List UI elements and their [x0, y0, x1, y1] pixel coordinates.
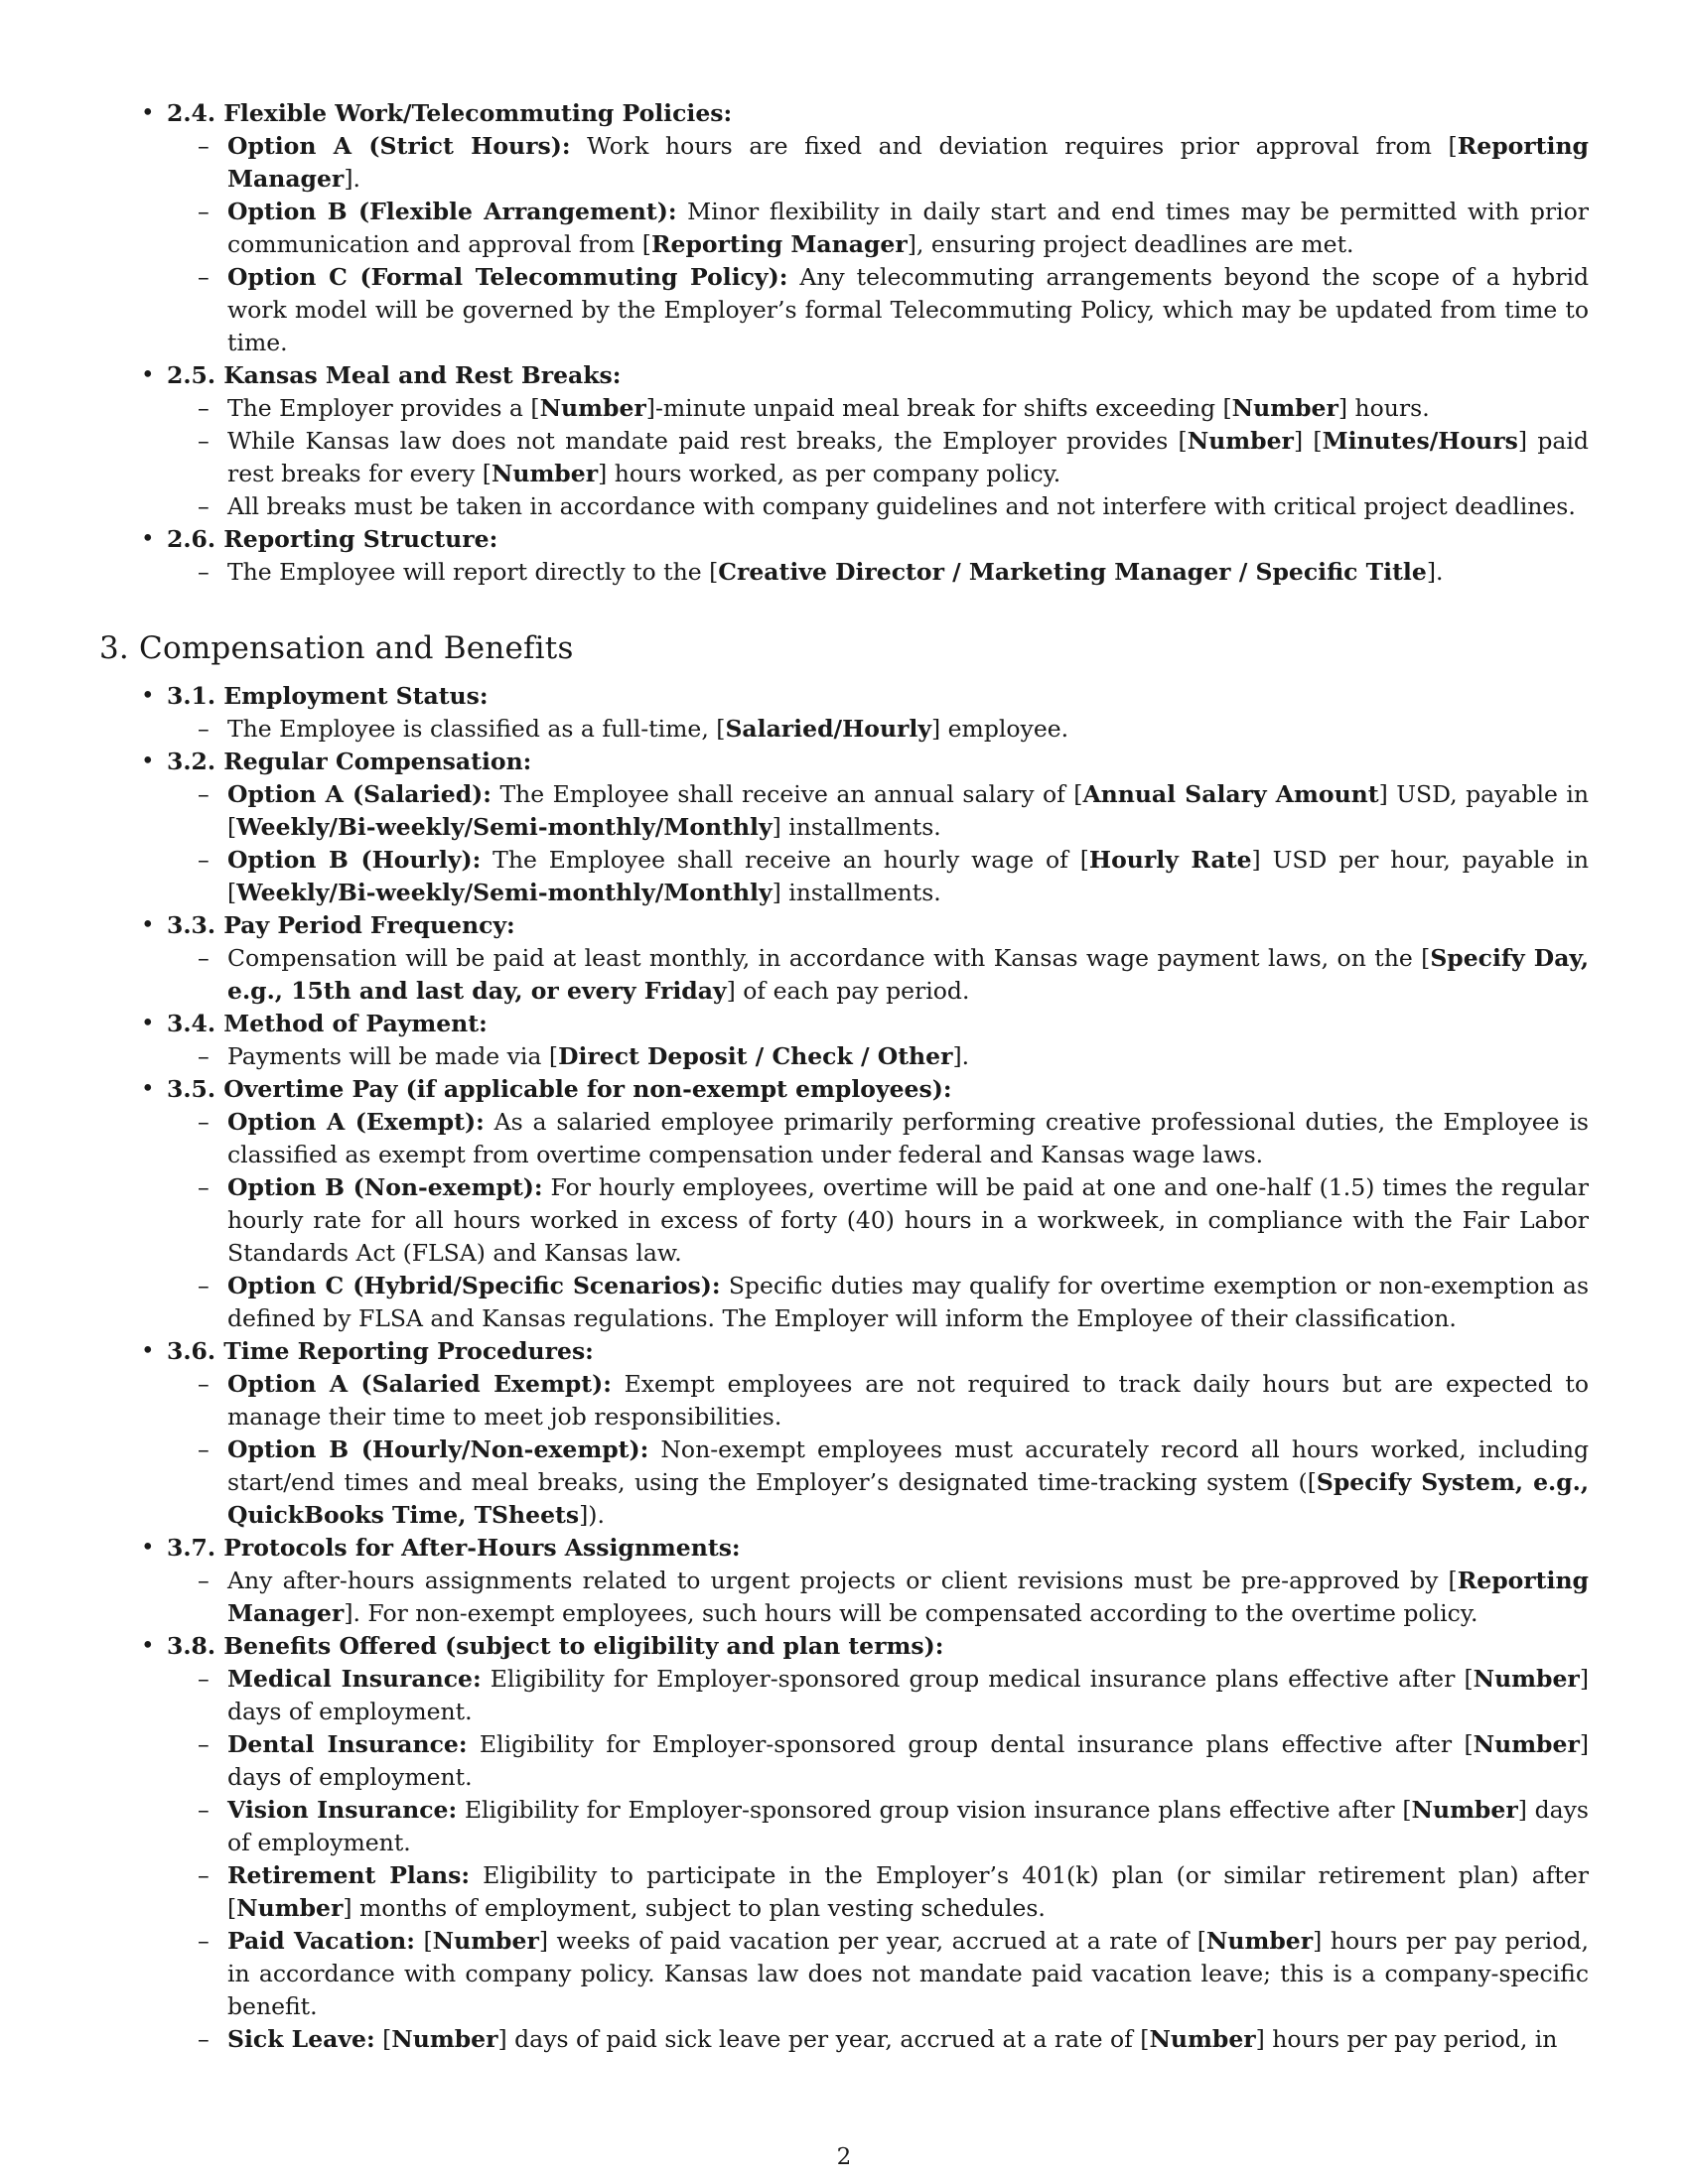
bullet-icon: •: [141, 1338, 155, 1364]
text-run: ] days of paid sick leave per year, accrued at a rate of [: [497, 2025, 1150, 2053]
dash-icon: –: [198, 1796, 210, 1824]
text-run: ] [: [1293, 427, 1323, 455]
text-run: Eligibility for Employer-sponsored group dental insurance plans effective after [: [467, 1730, 1474, 1758]
text-run: The Employee shall receive an hourly wage of [: [481, 846, 1089, 874]
bold-text: Direct Deposit / Check / Other: [558, 1042, 953, 1070]
text-run: Any telecommuting arrangements beyond the scope of a hybrid work model will be governed by the Employer’s formal Telecommuting Policy, which may be updated from time to time.: [227, 263, 1589, 356]
text-run: Compensation will be paid at least monthly, in accordance with Kansas wage payment laws, on the [: [227, 944, 1431, 972]
dash-icon: –: [198, 427, 210, 455]
sub-clause: [167, 1794, 1589, 1859]
clause-heading: 3.3. Pay Period Frequency:: [167, 911, 515, 939]
sub-clause: [167, 196, 1589, 261]
sub-clause-list: [167, 1663, 1589, 2056]
text-run: Non-exempt employees must accurately record all hours worked, including start/end times and meal breaks, using the Employer’s designated time-tracking system ([: [227, 1435, 1589, 1496]
sub-clause: [167, 1270, 1589, 1335]
dash-icon: –: [198, 2025, 210, 2053]
text-run: [: [414, 1927, 433, 1955]
dash-icon: –: [198, 846, 210, 874]
sub-clause: [167, 556, 1589, 589]
sub-clause: [167, 392, 1589, 425]
bold-text: Specify System, e.g., QuickBooks Time, TSheets: [227, 1468, 1589, 1529]
text-run: ] hours.: [1337, 394, 1430, 422]
text-run: ] days of employment.: [227, 1730, 1589, 1791]
text-run: Specific duties may qualify for overtime exemption or non-exemption as defined by FLSA and Kansas regulations. The Employer will inform the Employee of their classification.: [227, 1272, 1590, 1332]
sub-clause: [167, 942, 1589, 1008]
clause-heading: 3.5. Overtime Pay (if applicable for non-exempt employees):: [167, 1075, 952, 1103]
bold-text: Minutes/Hours: [1322, 427, 1518, 455]
text-run: Eligibility for Employer-sponsored group vision insurance plans effective after [: [457, 1796, 1412, 1824]
text-run: Eligibility for Employer-sponsored group medical insurance plans effective after [: [481, 1665, 1474, 1693]
bold-text: Number: [1187, 427, 1294, 455]
clause-heading: 2.6. Reporting Structure:: [167, 525, 498, 553]
clause-heading: 3.4. Method of Payment:: [167, 1010, 488, 1037]
dash-icon: –: [198, 1567, 210, 1594]
bold-text: Medical Insurance:: [227, 1665, 482, 1693]
dash-icon: –: [198, 558, 210, 586]
bold-text: Option C (Hybrid/Specific Scenarios):: [227, 1272, 721, 1299]
bold-text: Hourly Rate: [1088, 846, 1252, 874]
dash-icon: –: [198, 198, 210, 225]
section-3-heading: 3. Compensation and Benefits: [99, 630, 574, 666]
bullet-icon: •: [141, 1535, 155, 1561]
bold-text: Reporting Manager: [650, 230, 908, 258]
clause-item: [99, 1335, 1589, 1532]
bold-text: Option B (Hourly):: [227, 846, 482, 874]
bullet-icon: •: [141, 1011, 155, 1036]
clause-heading: 3.6. Time Reporting Procedures:: [167, 1337, 594, 1365]
sub-clause-list: [167, 1368, 1589, 1532]
bold-text: Number: [432, 1927, 539, 1955]
sub-clause-list: [167, 1565, 1589, 1630]
text-run: As a salaried employee primarily performing creative professional duties, the Employee is classified as exempt from overtime compensation under federal and Kansas wage laws.: [227, 1108, 1589, 1168]
bold-text: Number: [1205, 1927, 1314, 1955]
sub-clause-list: [167, 1106, 1589, 1335]
bold-text: Specify Day, e.g., 15th and last day, or every Friday: [227, 944, 1590, 1005]
bold-text: Reporting Manager: [227, 1567, 1589, 1627]
text-run: Minor flexibility in daily start and end times may be permitted with prior communication and approval from [: [227, 198, 1589, 258]
clause-heading: 2.5. Kansas Meal and Rest Breaks:: [167, 361, 622, 389]
sub-clause: [167, 844, 1589, 909]
text-run: ] installments.: [772, 879, 941, 906]
text-run: ] hours worked, as per company policy.: [598, 460, 1061, 487]
text-run: ] days of employment.: [227, 1796, 1589, 1856]
clause-heading: 3.2. Regular Compensation:: [167, 748, 532, 775]
clause-item: [99, 1630, 1589, 2056]
text-run: ] months of employment, subject to plan vesting schedules.: [343, 1894, 1046, 1922]
text-run: ].: [952, 1042, 970, 1070]
bold-text: Number: [539, 394, 646, 422]
bold-text: Option A (Salaried):: [227, 780, 492, 808]
clause-item: [99, 1532, 1589, 1630]
sub-clause: [167, 130, 1589, 196]
text-run: ] hours per pay period, in: [1255, 2025, 1558, 2053]
clause-heading: 3.8. Benefits Offered (subject to eligibility and plan terms):: [167, 1632, 944, 1660]
clause-item: [99, 523, 1589, 589]
page-content: [99, 97, 1589, 2056]
dash-icon: –: [198, 394, 210, 422]
bold-text: Option A (Salaried Exempt):: [227, 1370, 612, 1398]
bold-text: Option B (Non-exempt):: [227, 1173, 543, 1201]
sub-clause-list: [167, 130, 1589, 359]
sub-clause-list: [167, 942, 1589, 1008]
sub-clause: [167, 1859, 1589, 1925]
clause-item: [99, 1073, 1589, 1335]
bold-text: Option A (Exempt):: [227, 1108, 485, 1136]
text-run: The Employee shall receive an annual salary of [: [491, 780, 1083, 808]
clause-item: [99, 359, 1589, 523]
sub-clause: [167, 778, 1589, 844]
section-3-list: [99, 680, 1589, 2056]
text-run: ] weeks of paid vacation per year, accrued at a rate of [: [538, 1927, 1206, 1955]
text-run: Eligibility to participate in the Employer’s 401(k) plan (or similar retirement plan) after [: [227, 1861, 1590, 1922]
bullet-icon: •: [141, 683, 155, 709]
sub-clause: [167, 261, 1589, 359]
clause-item: [99, 909, 1589, 1008]
sub-clause: [167, 1433, 1589, 1532]
bold-text: Paid Vacation:: [227, 1927, 415, 1955]
bold-text: Option B (Flexible Arrangement):: [227, 198, 677, 225]
text-run: Payments will be made via [: [227, 1042, 559, 1070]
sub-clause-list: [167, 713, 1589, 746]
sub-clause: [167, 1925, 1589, 2023]
dash-icon: –: [198, 1173, 210, 1201]
bold-text: Vision Insurance:: [227, 1796, 458, 1824]
bold-text: Number: [1473, 1730, 1580, 1758]
dash-icon: –: [198, 1665, 210, 1693]
sub-clause-list: [167, 778, 1589, 909]
bold-text: Number: [236, 1894, 344, 1922]
bold-text: Annual Salary Amount: [1082, 780, 1379, 808]
bullet-icon: •: [141, 912, 155, 938]
bullet-icon: •: [141, 362, 155, 388]
bold-text: Number: [391, 2025, 498, 2053]
text-run: The Employee is classified as a full-time, [: [227, 715, 726, 743]
text-run: The Employee will report directly to the [: [227, 558, 719, 586]
text-run: Any after-hours assignments related to urgent projects or client revisions must be pre-approved by [: [227, 1567, 1458, 1594]
text-run: Exempt employees are not required to track daily hours but are expected to manage their time to meet job responsibilities.: [227, 1370, 1589, 1431]
dash-icon: –: [198, 1370, 210, 1398]
text-run: ]-minute unpaid meal break for shifts exceeding [: [645, 394, 1232, 422]
bullet-icon: •: [141, 526, 155, 552]
bold-text: Weekly/Bi-weekly/Semi-monthly/Monthly: [236, 879, 773, 906]
bullet-icon: •: [141, 1633, 155, 1659]
text-run: ] days of employment.: [227, 1665, 1589, 1725]
bold-text: Creative Director / Marketing Manager / Specific Title: [718, 558, 1427, 586]
bullet-icon: •: [141, 1076, 155, 1102]
clause-item: [99, 746, 1589, 909]
text-run: ].: [1426, 558, 1444, 586]
sub-clause: [167, 425, 1589, 490]
text-run: For hourly employees, overtime will be paid at one and one-half (1.5) times the regular hourly rate for all hours worked in excess of forty (40) hours in a workweek, in compliance with the Fair Labor Standards Act (FLSA) and Kansas law.: [227, 1173, 1589, 1267]
text-run: ], ensuring project deadlines are met.: [907, 230, 1354, 258]
clause-heading: 2.4. Flexible Work/Telecommuting Policies:: [167, 99, 733, 127]
dash-icon: –: [198, 1108, 210, 1136]
dash-icon: –: [198, 715, 210, 743]
text-run: ] hours per pay period, in accordance with company policy. Kansas law does not mandate paid vacation leave; this is a company-specific benefit.: [227, 1927, 1589, 2020]
clause-heading: 3.7. Protocols for After-Hours Assignments:: [167, 1534, 741, 1562]
sub-clause: [167, 1663, 1589, 1728]
text-run: ] employee.: [931, 715, 1069, 743]
text-run: ]. For non-exempt employees, such hours will be compensated according to the overtime policy.: [344, 1599, 1478, 1627]
text-run: [: [374, 2025, 392, 2053]
bold-text: Number: [491, 460, 599, 487]
bold-text: Number: [1411, 1796, 1518, 1824]
bullet-icon: •: [141, 100, 155, 126]
text-run: ] USD per hour, payable in [: [227, 846, 1589, 906]
text-run: ].: [344, 165, 360, 193]
sub-clause: [167, 1040, 1589, 1073]
bold-text: Reporting Manager: [227, 132, 1589, 193]
sub-clause-list: [167, 556, 1589, 589]
bold-text: Number: [1149, 2025, 1256, 2053]
bold-text: Retirement Plans:: [227, 1861, 471, 1889]
clause-item: [99, 1008, 1589, 1073]
dash-icon: –: [198, 780, 210, 808]
text-run: All breaks must be taken in accordance with company guidelines and not interfere with critical project deadlines.: [227, 492, 1576, 520]
sub-clause: [167, 1368, 1589, 1433]
text-run: ] of each pay period.: [726, 977, 970, 1005]
dash-icon: –: [198, 492, 210, 520]
bold-text: Salaried/Hourly: [725, 715, 932, 743]
bullet-icon: •: [141, 749, 155, 774]
text-run: ] USD, payable in [: [227, 780, 1590, 841]
dash-icon: –: [198, 1042, 210, 1070]
bold-text: Number: [1473, 1665, 1580, 1693]
bold-text: Sick Leave:: [227, 2025, 375, 2053]
sub-clause: [167, 2023, 1589, 2056]
clause-heading: 3.1. Employment Status:: [167, 682, 489, 710]
dash-icon: –: [198, 263, 210, 291]
sub-clause: [167, 1171, 1589, 1270]
section-2-list: [99, 97, 1589, 589]
text-run: The Employer provides a [: [227, 394, 540, 422]
sub-clause: [167, 1565, 1589, 1630]
text-run: Work hours are fixed and deviation requires prior approval from [: [570, 132, 1458, 160]
text-run: While Kansas law does not mandate paid rest breaks, the Employer provides [: [227, 427, 1188, 455]
dash-icon: –: [198, 1861, 210, 1889]
bold-text: Number: [1231, 394, 1338, 422]
sub-clause: [167, 1728, 1589, 1794]
dash-icon: –: [198, 1435, 210, 1463]
dash-icon: –: [198, 132, 210, 160]
clause-item: [99, 680, 1589, 746]
dash-icon: –: [198, 944, 210, 972]
clause-item: [99, 97, 1589, 359]
page-number: 2: [836, 2144, 852, 2170]
sub-clause: [167, 490, 1589, 523]
bold-text: Option A (Strict Hours):: [227, 132, 571, 160]
bold-text: Option C (Formal Telecommuting Policy):: [227, 263, 788, 291]
sub-clause-list: [167, 392, 1589, 523]
text-run: ]).: [579, 1501, 605, 1529]
bold-text: Weekly/Bi-weekly/Semi-monthly/Monthly: [236, 813, 773, 841]
sub-clause: [167, 713, 1589, 746]
dash-icon: –: [198, 1927, 210, 1955]
sub-clause: [167, 1106, 1589, 1171]
text-run: ] installments.: [772, 813, 941, 841]
dash-icon: –: [198, 1272, 210, 1299]
bold-text: Option B (Hourly/Non-exempt):: [227, 1435, 649, 1463]
text-run: ] paid rest breaks for every [: [227, 427, 1589, 487]
dash-icon: –: [198, 1730, 210, 1758]
bold-text: Dental Insurance:: [227, 1730, 468, 1758]
sub-clause-list: [167, 1040, 1589, 1073]
